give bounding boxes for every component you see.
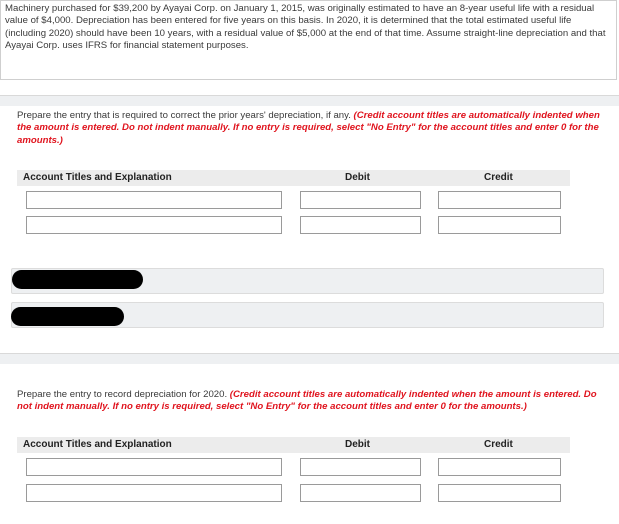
section-divider xyxy=(0,95,619,106)
part2-row2-account-input[interactable] xyxy=(26,484,282,502)
credit-header: Credit xyxy=(484,172,513,183)
part2-row1-account-input[interactable] xyxy=(26,458,282,476)
account-header: Account Titles and Explanation xyxy=(23,439,172,450)
redaction-mark xyxy=(11,307,124,326)
part2-row2-debit-input[interactable] xyxy=(300,484,421,502)
part1-row1-debit-input[interactable] xyxy=(300,191,421,209)
part2-note: (Credit account titles are automatically indented when the amount is entered. Do not indent manually. If no entry is required, select "No Entry" for the account titles and enter 0 for the amounts.) xyxy=(17,389,597,413)
part2-table-header xyxy=(17,437,570,453)
section-divider xyxy=(0,353,619,364)
part1-row2-account-input[interactable] xyxy=(26,216,282,234)
account-header: Account Titles and Explanation xyxy=(23,172,172,183)
part1-row1-credit-input[interactable] xyxy=(438,191,561,209)
problem-text: Machinery purchased for $39,200 by Ayayai Corp. on January 1, 2015, was originally estimated to have an 8-year useful life with a residual value of $4,000. Depreciation has been entered for five years on this basis. In 2020, it is determined that the total estimated useful life (including 2020) should have been 10 years, with a residual value of $5,000 at the end of that time. Assume straight-line depreciation and that Ayayai Corp. uses IFRS for financial statement purposes. xyxy=(5,3,606,52)
part1-prompt: Prepare the entry that is required to correct the prior years' depreciation, if any. xyxy=(17,110,351,121)
redaction-mark xyxy=(12,270,143,289)
part1-row1-account-input[interactable] xyxy=(26,191,282,209)
part1-row2-credit-input[interactable] xyxy=(438,216,561,234)
part2-row2-credit-input[interactable] xyxy=(438,484,561,502)
part2-prompt: Prepare the entry to record depreciation for 2020. xyxy=(17,389,228,400)
part1-instruction xyxy=(17,110,607,147)
debit-header: Debit xyxy=(345,439,370,450)
part1-table-header xyxy=(17,170,570,186)
part2-row1-credit-input[interactable] xyxy=(438,458,561,476)
problem-statement xyxy=(0,0,617,80)
debit-header: Debit xyxy=(345,172,370,183)
part2-instruction xyxy=(17,389,607,414)
credit-header: Credit xyxy=(484,439,513,450)
part1-row2-debit-input[interactable] xyxy=(300,216,421,234)
part1-note: (Credit account titles are automatically indented when the amount is entered. Do not indent manually. If no entry is required, select "No Entry" for the account titles and enter 0 for the amounts.) xyxy=(17,110,600,146)
part2-row1-debit-input[interactable] xyxy=(300,458,421,476)
